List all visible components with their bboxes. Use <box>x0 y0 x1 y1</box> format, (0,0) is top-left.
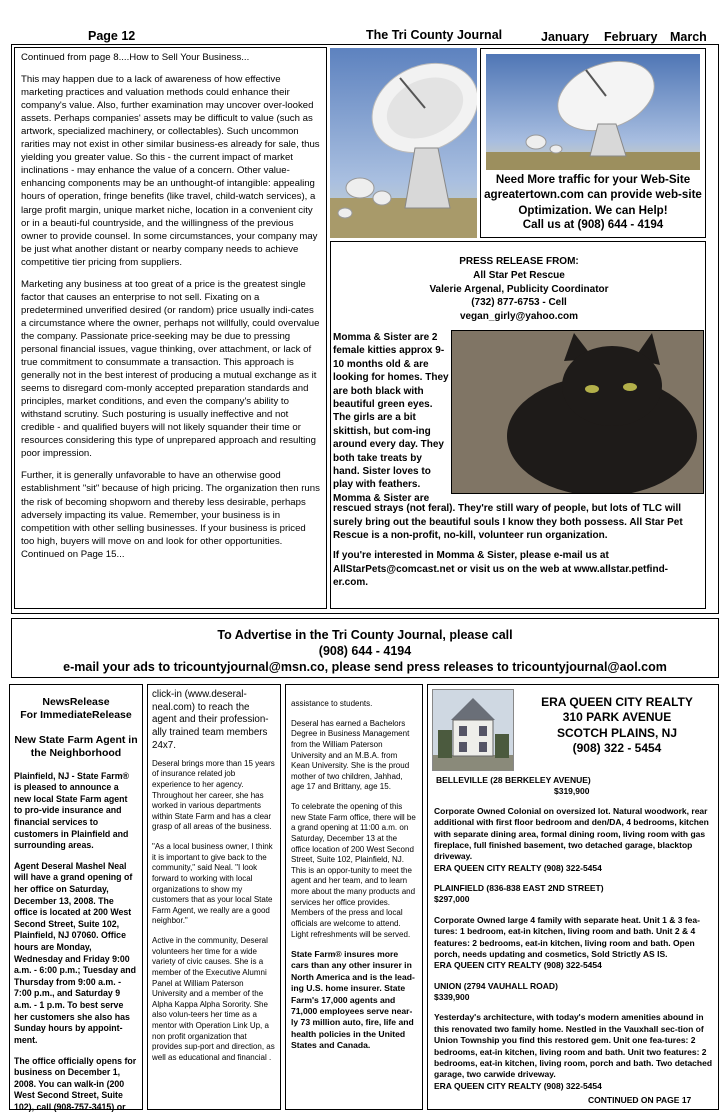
news-column-1 <box>9 684 143 1110</box>
news-col2-para-3: Active in the community, Deseral volunteers her time for a wide variety of civic causes. She is a member of the Executive Alumni Panel at William Paterson University and a member of the Alpha Kappa Alpha Sorority. She also volun-teers her time as a mentor with Operation Link Up, a non profit organization that provides sup-port and direction, as well as educational and financial . <box>152 936 275 1062</box>
press-email: vegan_girly@yahoo.com <box>459 311 579 323</box>
radio-telescope-photo-left <box>330 48 477 238</box>
listing-3-price: $339,900 <box>434 992 470 1002</box>
listing-1-agent: ERA QUEEN CITY REALTY (908) 322-5454 <box>434 862 602 873</box>
press-org: All Star Pet Rescue <box>473 269 565 281</box>
radio-telescope-icon <box>330 48 477 238</box>
realty-address-1: 310 PARK AVENUE <box>562 710 672 725</box>
news-col1-para-1: Plainfield, NJ - State Farm® is pleased to announce a new local State Farm agent to pro-vide insurance and financial services to customers in Plainfield and surrounding areas. <box>14 770 130 851</box>
listing-3-desc: Yesterday's architecture, with today's modern amenities abound in this renovated two family home. Nestled in the Vauxhall sec-tion of Union Township you find this restored gem. Unit one fea-tures: 2 bedrooms, eat-in kitchen, living room and bath. Unit two features: 2 bedrooms, eat-in kitchen, living room, porch and bath. Two detached garage, two carwide driveway. <box>434 1012 713 1080</box>
news-col3-para-1: assistance to students. <box>291 699 373 708</box>
month-january: January <box>541 30 589 44</box>
listing-3-agent: ERA QUEEN CITY REALTY (908) 322-5454 <box>434 1080 602 1091</box>
news-column-2 <box>147 684 281 1110</box>
news-title: New State Farm Agent in the Neighborhood <box>14 734 138 760</box>
news-col2-para-1: Deseral brings more than 15 years of insurance related job experience to her agency. Throughout her career, she has worked in various departments within State Farm and has a clear grasp of all areas of the business. <box>152 758 275 832</box>
web-ad-phone: Call us at (908) 644 - 4194 <box>522 218 664 231</box>
journal-title: The Tri County Journal <box>366 28 503 42</box>
press-heading: PRESS RELEASE FROM: <box>459 256 579 267</box>
listing-3-location: UNION (2794 VAUHALL ROAD) <box>434 980 558 991</box>
article-lead: Continued from page 8....How to Sell Your Business... <box>21 52 250 63</box>
news-col3-bold: State Farm® insures more cars than any other insurer in North America and is the lead-ing U.S. home insurer. State Farm's 17,000 agents and 71,000 employees serve near-ly 73 million auto, fire, life and health policies in the United States and Canada. <box>291 949 415 1050</box>
article-paragraph-1: This may happen due to a lack of awareness of how effective marketing practices and valuation methods could enhance their company's value. Also, further examination may uncover over-looked assets. Perhaps companies' assets may be difficult to value (such as artwork, specialized machinery, or collectables). Such uncommon rarities may not exist in other similar business-es already for sale, thus yielding you greater value. So this - the current impact of market inclinations - may enhance the value of a concern. Other value-enhancing components may be an unthought-of intangible: appealing hours of operation, fringe benefits (like travel, child-watch services), a large profit margin, unique market niche, location in a convenient city or in a beauti-ful countryside, and the willingness of the previous owner to provide counsel. In some circumstances, your company may be just what another distant or nearby company needs to achieve competitive tier pricing from suppliers. <box>21 74 320 268</box>
news-heading-2: For ImmediateRelease <box>20 709 132 722</box>
cat-photo <box>451 330 704 494</box>
news-col3-para-2: Deseral has earned a Bachelors Degree in Business Management from the William Paterson University and an M.B.A. from Kean University. She is the proud mother of two children, Jahhad, age 17 and Brittany, age 15. <box>291 718 410 792</box>
press-side-text: Momma & Sister are 2 female kitties approx 9-10 months old & are looking for homes. They are both black with beautiful green eyes. The girls are a bit skittish, but com-ing around every day. They both take treats by hand. Sister loves to play with feathers. Momma & Sister are <box>333 332 449 504</box>
listing-1-location: BELLEVILLE (28 BERKELEY AVENUE) <box>436 775 591 785</box>
pet-rescue-press-release <box>330 241 706 609</box>
realty-address-2: SCOTCH PLAINS, NJ <box>556 725 677 740</box>
listing-2-location: PLAINFIELD (836-838 EAST 2ND STREET) <box>434 883 604 893</box>
web-ad-text: Need More traffic for your Web-Site agreatertown.com can provide web-site Optimization. We can Help! <box>484 173 702 217</box>
press-contact-text: If you're interested in Momma & Sister, please e-mail us at AllStarPets@comcast.net or visit us on the web at www.allstar.petfind-er.com. <box>333 550 669 589</box>
news-heading-1: NewsRelease <box>42 696 110 708</box>
advertise-banner <box>11 618 719 678</box>
page-number: Page 12 <box>88 29 136 43</box>
news-col1-para-2: Agent Deseral Mashel Neal will have a grand opening of her office on Saturday, December 13, 2008. The office is located at 200 West Second Street, Suite 102, Plainfield, NJ 07060. Office hours are Monday, Wednesday and Friday 9:00 a.m. - 6:00 p.m.; Tuesday and Thursday from 9:00 a.m. - 7:00 p.m., and Saturday 9 a.m. - 1 p.m. To best serve her customers she also has Sunday hours by appoint-ment. <box>14 860 137 1045</box>
news-col3-para-3: To celebrate the opening of this new State Farm office, there will be a grand opening at 11:00 a.m. on Saturday, December 13 at the office location of 200 West Second Street, Suite 102, Plainfield, NJ. This is an oppor-tunity to meet the agent and her team, and to learn more about the many products and services her office provides. Members of the press and local officials are welcome to attend. Light refreshments will be served. <box>291 802 416 939</box>
black-cat-icon <box>452 331 703 493</box>
realty-continued: CONTINUED ON PAGE 17 <box>588 1095 692 1105</box>
press-contact-name: Valerie Argenal, Publicity Coordinator <box>429 283 609 295</box>
radio-telescope-icon <box>486 54 700 170</box>
article-paragraph-2: Marketing any business at too great of a price is the greatest single factor that causes an enterprise to not sell. Fixating on a predetermined unverified desired (or random) price usually indi-cates a circumstance where the owner, perhaps not willfully, could overvalue the company. Passionate price-seeking may be due to pressing personal financial issues, vague thinking, over attachment, or lack of true commitment to consummate a transaction. This approach is generally not in the best interest of producing a mutual exchange as it seems to disregard com-monly accepted preparation standards and principles, market conditions, and even the company's ability to withstand scrutiny. Such posturing is usually ineffective and not credible - and qualified buyers will not likely squander their time or resources considering this type of unprepared approach and resulting poor impression. <box>21 278 320 460</box>
radio-telescope-photo-right <box>486 54 700 170</box>
house-icon <box>433 690 513 770</box>
listing-2-desc: Corporate Owned large 4 family with separate heat. Unit 1 & 3 fea-tures: 1 bedroom, eat-in kitchen, living room and bath. Unit 2 & 4 features: 2 bedrooms, eat-in kitchen, living room and bath. Open porch, needs updating and cosmetics, Sold Strictly AS IS. <box>434 914 700 959</box>
advertise-line-1: To Advertise in the Tri County Journal, please call <box>217 628 513 642</box>
advertise-phone: (908) 644 - 4194 <box>318 644 412 658</box>
article-paragraph-3: Further, it is generally unfavorable to have an otherwise good establishment "sit" because of high pricing. The organization then runs the risk of becoming shopworn and thereby less desirable, perhaps adversely impacting its value. Remember, your business is in competition with other selling businesses. If your business is priced too high, buyers will move on and look for other opportunities. <box>21 470 320 547</box>
press-phone: (732) 877-6753 - Cell <box>471 297 567 309</box>
news-column-3 <box>285 684 423 1110</box>
realty-phone: (908) 322 - 5454 <box>572 741 662 756</box>
listing-1 <box>434 775 716 1092</box>
realty-name: ERA QUEEN CITY REALTY <box>541 695 693 709</box>
news-col2-lead: click-in (www.deseral-neal.com) to reach the agent and their profession-ally trained team members 24x7. <box>152 689 269 751</box>
month-february: February <box>604 30 658 44</box>
business-article <box>14 47 327 609</box>
news-col1-para-3: The office officially opens for business on December 1, 2008. You can walk-in (200 West Second Street, Suite 102), call (908-757-3415) or <box>14 1055 137 1112</box>
listing-1-desc: Corporate Owned Colonial on oversized lot. Natural woodwork, rear additional with first floor bedroom and den/DA, 4 bedrooms, kitchen with separate dining area, formal dining room, living room with gas fireplace, full finished basement, two detached garage, blacktop driveway. <box>434 805 709 862</box>
web-ad-box <box>480 48 706 238</box>
press-continued-text: rescued strays (not feral). They're still wary of people, but lots of TLC will surely bring out the beautiful souls I know they both possess. All Star Pet Rescue is a non-profit, no-kill, volunteer run organization. <box>333 503 683 542</box>
realty-listings <box>427 684 719 1110</box>
news-col2-para-2: "As a local business owner, I think it is important to give back to the community," said Neal. "I look forward to working with local organizations to show my customers that as your local State Farm Agent, we really are a good neighbor." <box>152 842 273 926</box>
house-photo <box>432 689 514 771</box>
listing-2-price: $297,000 <box>434 894 470 905</box>
advertise-emails: e-mail your ads to tricountyjournal@msn.co, please send press releases to tricountyjournal@aol.com <box>63 660 667 674</box>
article-continued: Continued on Page 15... <box>21 548 125 560</box>
listing-2-agent: ERA QUEEN CITY REALTY (908) 322-5454 <box>434 960 602 971</box>
listing-1-price: $319,900 <box>554 786 590 797</box>
press-header <box>331 255 707 324</box>
month-march: March <box>670 30 707 44</box>
